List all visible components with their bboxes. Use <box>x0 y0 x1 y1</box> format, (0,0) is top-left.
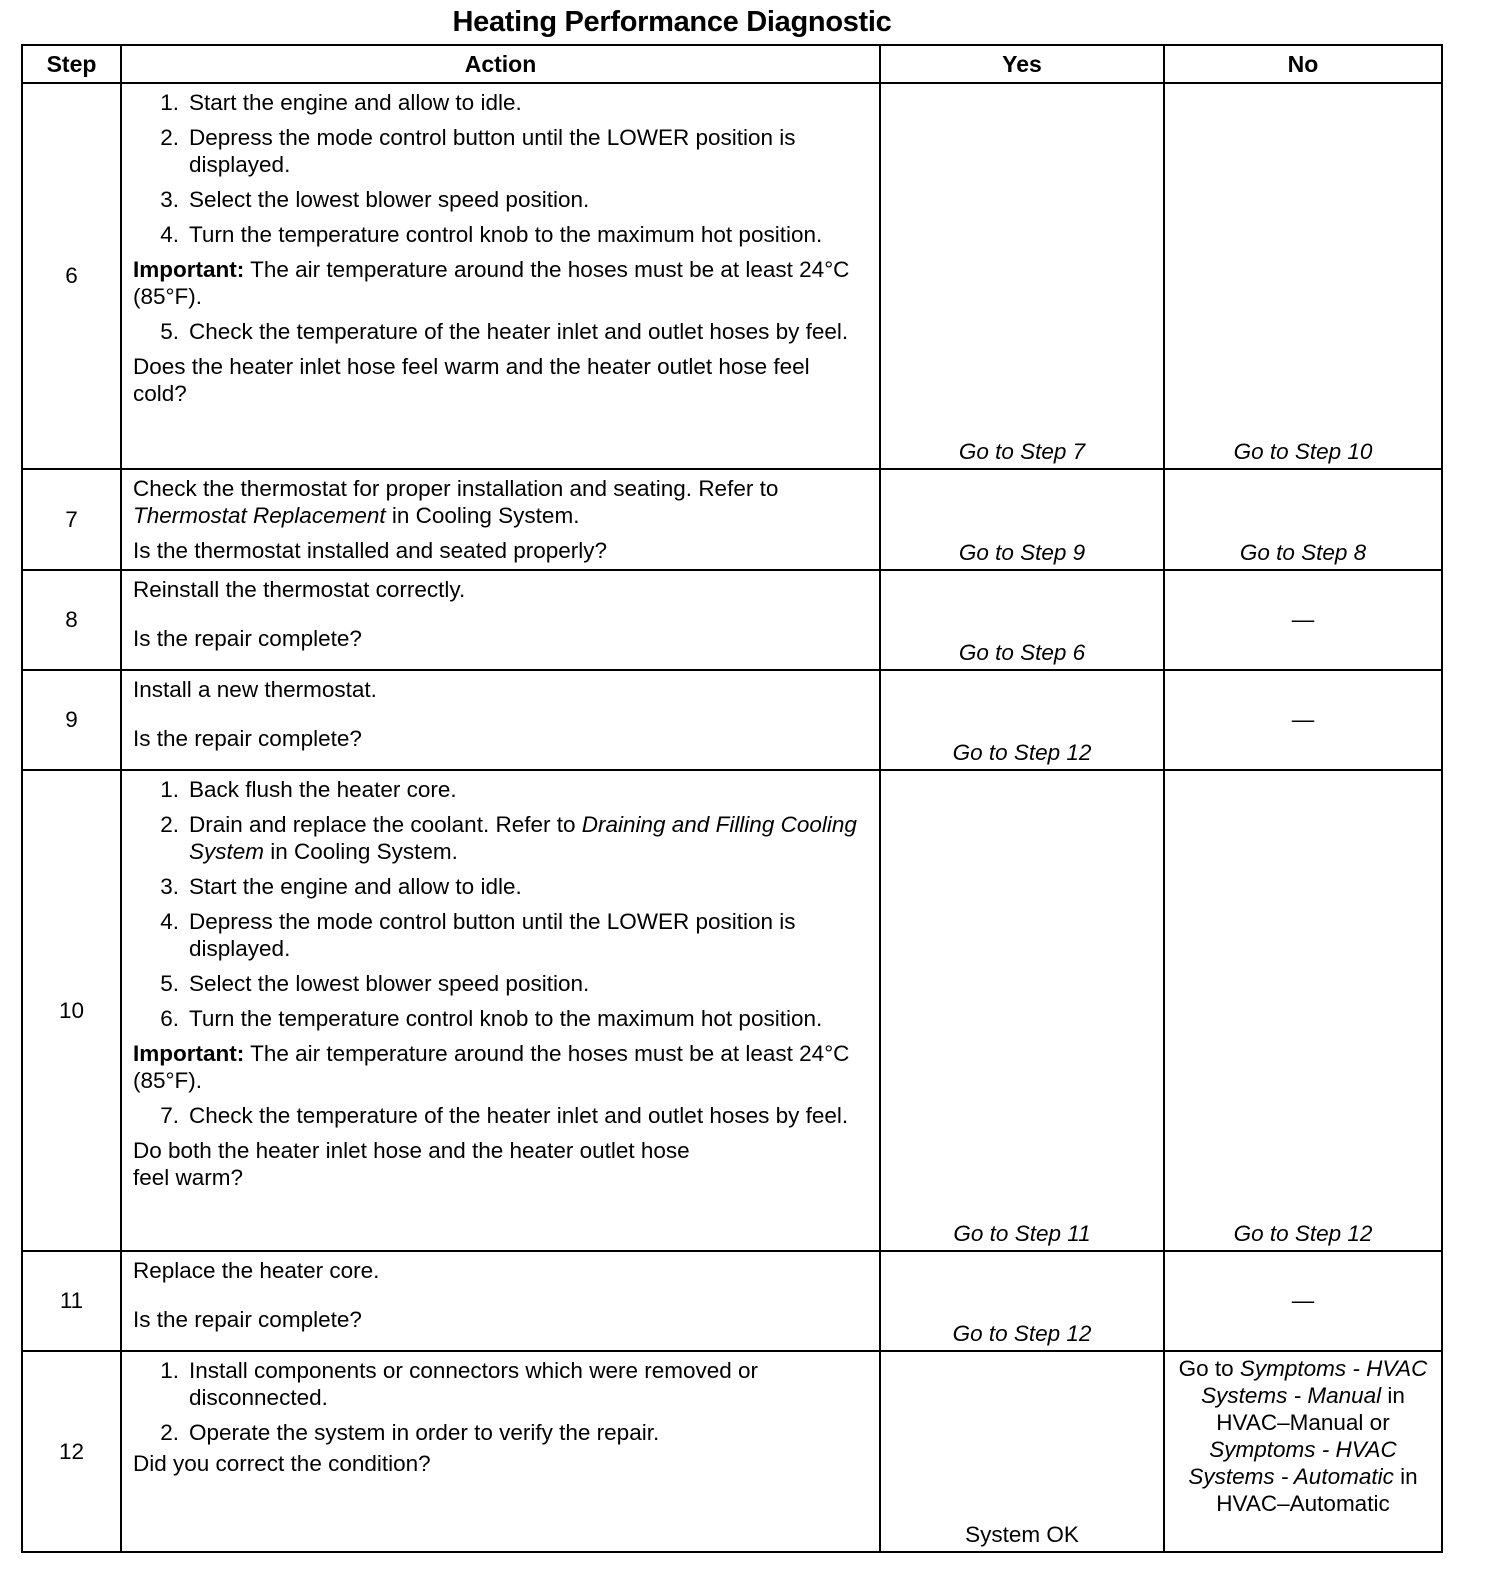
no-result: Go to Step 8 <box>1164 469 1442 570</box>
step-number: 6 <box>22 83 121 469</box>
list-item: 1. Back flush the heater core. <box>160 777 457 802</box>
list-item: 2. Drain and replace the coolant. Refer to Draining and Filling Cooling System in Cooling System. <box>160 812 857 864</box>
yes-result: Go to Step 9 <box>880 469 1164 570</box>
table-row <box>22 570 1442 670</box>
reference: Symptoms - HVAC Systems - Automatic <box>1188 1437 1397 1489</box>
step-number: 9 <box>22 670 121 770</box>
action-text: Check the thermostat for proper installation and seating. Refer to Thermostat Replacement in Cooling System. <box>133 476 779 528</box>
question: Did you correct the condition? <box>133 1451 431 1476</box>
action-cell <box>121 670 880 770</box>
action-cell <box>121 1351 880 1552</box>
yes-result: Go to Step 11 <box>880 770 1164 1251</box>
no-result: Go to Symptoms - HVAC Systems - Manual in HVAC–Manual or Symptoms - HVAC Systems - Automatic in HVAC–Automatic <box>1164 1351 1442 1552</box>
step-number: 12 <box>22 1351 121 1552</box>
action-list <box>133 1357 869 1446</box>
header-row <box>22 45 1442 83</box>
list-item: 1. Install components or connectors which were removed or disconnected. <box>160 1358 759 1410</box>
list-item: 5. Check the temperature of the heater inlet and outlet hoses by feel. <box>160 319 849 344</box>
list-item: 3. Select the lowest blower speed position. <box>160 187 590 212</box>
table-row <box>22 1351 1442 1552</box>
action-list <box>133 776 869 1032</box>
action-cell <box>121 570 880 670</box>
yes-result: System OK <box>880 1351 1164 1552</box>
question: Does the heater inlet hose feel warm and the heater outlet hose feel cold? <box>133 354 810 406</box>
no-result: Go to Step 12 <box>1164 770 1442 1251</box>
no-result: — <box>1164 1251 1442 1351</box>
list-item: 4. Turn the temperature control knob to the maximum hot position. <box>160 222 823 247</box>
step-number: 7 <box>22 469 121 570</box>
list-item: 2. Operate the system in order to verify the repair. <box>160 1420 660 1445</box>
action-list <box>133 1102 869 1129</box>
header-yes: Yes <box>880 45 1164 83</box>
list-item: 7. Check the temperature of the heater inlet and outlet hoses by feel. <box>160 1103 849 1128</box>
yes-result: Go to Step 12 <box>880 1251 1164 1351</box>
header-no: No <box>1164 45 1442 83</box>
question: Do both the heater inlet hose and the heater outlet hose feel warm? <box>133 1138 690 1190</box>
action-text: Reinstall the thermostat correctly. <box>133 577 466 602</box>
table-row <box>22 770 1442 1251</box>
no-result: — <box>1164 570 1442 670</box>
step-number: 11 <box>22 1251 121 1351</box>
table-row <box>22 1251 1442 1351</box>
table-row <box>22 83 1442 469</box>
list-item: 5. Select the lowest blower speed position. <box>160 971 590 996</box>
header-step: Step <box>22 45 121 83</box>
table-row <box>22 469 1442 570</box>
question: Is the thermostat installed and seated properly? <box>133 538 608 563</box>
action-cell <box>121 770 880 1251</box>
yes-result: Go to Step 6 <box>880 570 1164 670</box>
header-action: Action <box>121 45 880 83</box>
list-item: 1. Start the engine and allow to idle. <box>160 90 522 115</box>
yes-result: Go to Step 12 <box>880 670 1164 770</box>
list-item: 3. Start the engine and allow to idle. <box>160 874 522 899</box>
diagnostic-table <box>21 44 1443 1553</box>
action-list <box>133 89 869 248</box>
no-result: — <box>1164 670 1442 770</box>
question: Is the repair complete? <box>133 726 362 751</box>
action-cell <box>121 83 880 469</box>
step-number: 10 <box>22 770 121 1251</box>
list-item: 4. Depress the mode control button until the LOWER position is displayed. <box>160 909 796 961</box>
question: Is the repair complete? <box>133 1307 362 1332</box>
list-item: 2. Depress the mode control button until the LOWER position is displayed. <box>160 125 796 177</box>
yes-result: Go to Step 7 <box>880 83 1164 469</box>
reference: Thermostat Replacement <box>133 503 386 528</box>
action-text: Install a new thermostat. <box>133 677 377 702</box>
action-cell <box>121 1251 880 1351</box>
question: Is the repair complete? <box>133 626 362 651</box>
table-row <box>22 670 1442 770</box>
action-cell <box>121 469 880 570</box>
reference: Symptoms - HVAC Systems - Manual <box>1201 1356 1428 1408</box>
important-note: Important: The air temperature around the hoses must be at least 24°C (85°F). <box>133 257 850 309</box>
action-text: Replace the heater core. <box>133 1258 380 1283</box>
important-note: Important: The air temperature around the hoses must be at least 24°C (85°F). <box>133 1041 850 1093</box>
no-result: Go to Step 10 <box>1164 83 1442 469</box>
page-title: Heating Performance Diagnostic <box>452 6 892 38</box>
reference: Draining and Filling Cooling System <box>189 812 857 864</box>
step-number: 8 <box>22 570 121 670</box>
list-item: 6. Turn the temperature control knob to the maximum hot position. <box>160 1006 823 1031</box>
action-list <box>133 318 869 345</box>
